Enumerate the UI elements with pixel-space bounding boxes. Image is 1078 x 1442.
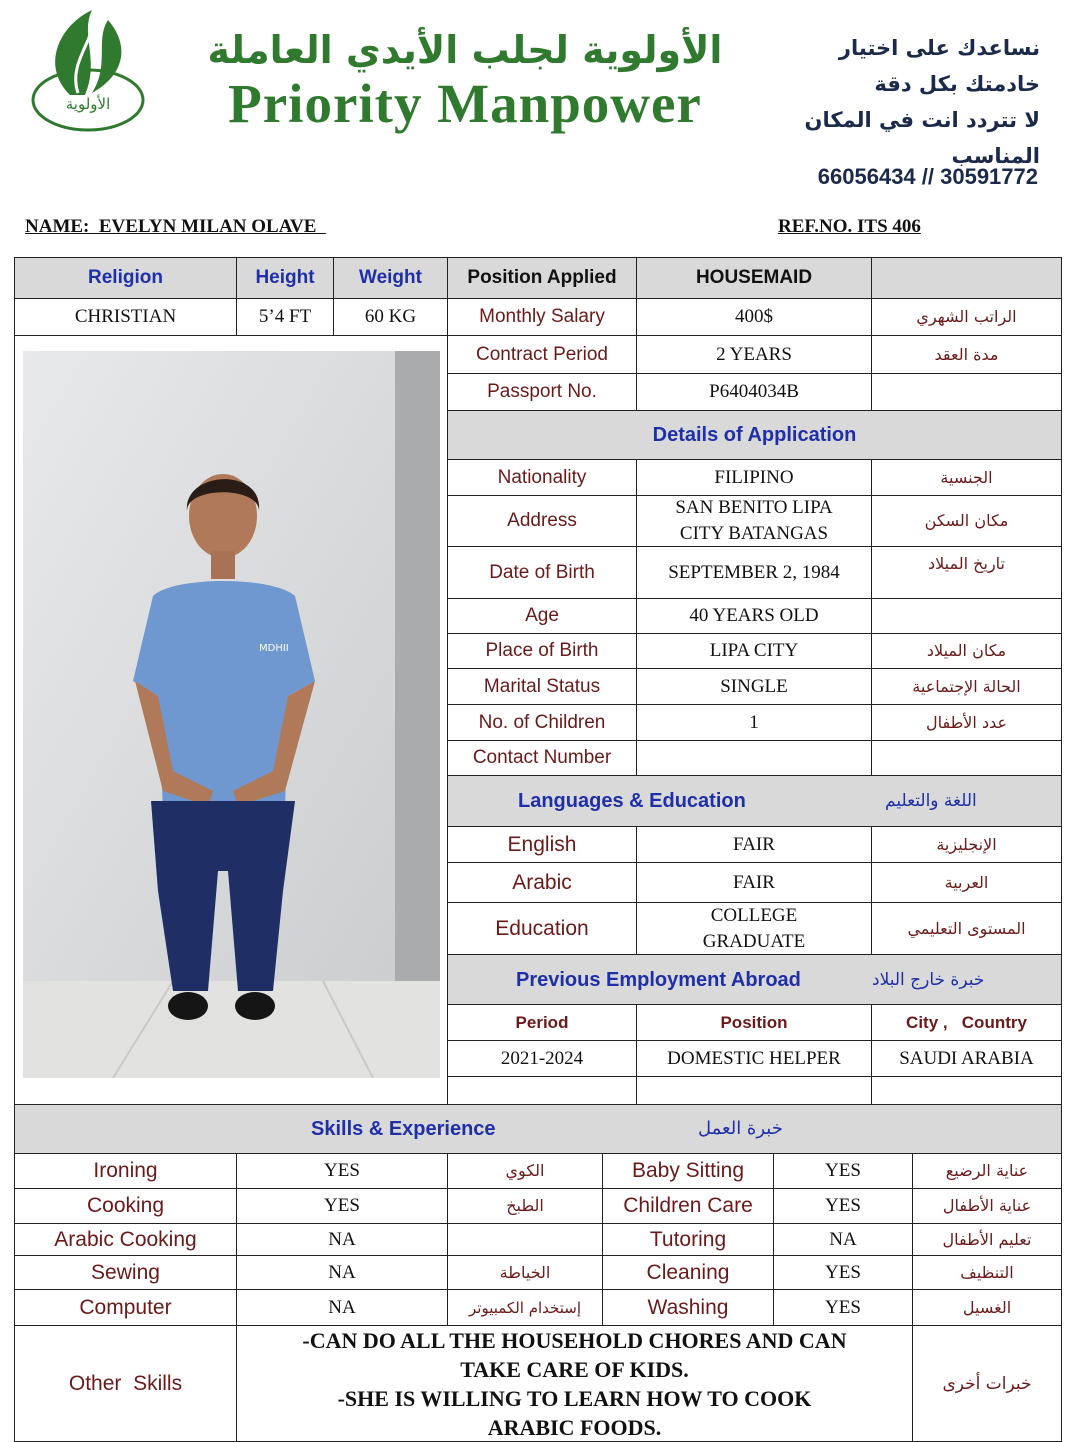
position-applied-header: Position Applied [447,257,637,299]
skill-ironing-value: YES [236,1153,448,1189]
arabic-value: FAIR [636,862,872,903]
skill-cleaning-arabic: التنظيف [912,1255,1062,1290]
skill-tutoring-value: NA [773,1223,913,1256]
position-header: Position [636,1004,872,1041]
candidate-photo [23,351,440,1078]
education-arabic: المستوى التعليمي [871,902,1062,955]
contact-number-value [636,740,872,776]
skill-cooking-value: YES [236,1188,448,1224]
other-skills-arabic: خبرات أخرى [912,1325,1062,1442]
age-value: 40 YEARS OLD [636,598,872,634]
languages-title: Languages & Education [518,790,746,812]
skill-cooking-arabic: الطبخ [447,1188,603,1224]
education-value: COLLEGE GRADUATE [636,902,872,955]
skill-children-care-label: Children Care [602,1188,774,1224]
nationality-arabic: الجنسية [871,459,1062,496]
marital-status-value: SINGLE [636,668,872,705]
arabic-label: Arabic [447,862,637,903]
dob-value: SEPTEMBER 2, 1984 [636,546,872,599]
address-arabic: مكان السكن [871,495,1062,547]
employment-title: Previous Employment Abroad [516,968,801,991]
skills-title: Skills & Experience [311,1118,496,1140]
tagline [770,30,1040,174]
passport-label: Passport No. [447,373,637,411]
monthly-salary-arabic: الراتب الشهري [871,298,1062,336]
employment-title-arabic: خبرة خارج البلاد [872,969,985,990]
nationality-value: FILIPINO [636,459,872,496]
details-section-header [447,410,1062,460]
skill-children-care-value: YES [773,1188,913,1224]
contact-number-arabic [871,740,1062,776]
children-label: No. of Children [447,704,637,741]
other-skills-line-3: -SHE IS WILLING TO LEARN HOW TO COOK [337,1385,812,1411]
skill-tutoring-label: Tutoring [602,1223,774,1256]
skill-washing-arabic: الغسيل [912,1289,1062,1326]
dob-arabic: تاريخ الميلاد [871,546,1062,599]
tagline-line-2: لا تتردد انت في المكان المناسب [804,108,1040,168]
children-arabic: عدد الأطفال [871,704,1062,741]
reference-number: REF.NO. ITS 406 [778,216,921,237]
height-value: 5’4 FT [236,298,334,336]
svg-text:MDHII: MDHII [259,643,289,654]
logo-leaf-icon [30,5,148,135]
employment-section-header [447,954,1062,1005]
dob-label: Date of Birth [447,546,637,599]
employment-position-1: DOMESTIC HELPER [636,1040,872,1077]
address-value: SAN BENITO LIPA CITY BATANGAS [636,495,872,547]
monthly-salary-value: 400$ [636,298,872,336]
employment-period-1: 2021-2024 [447,1040,637,1077]
brand-english: Priority Manpower [228,73,702,134]
skill-washing-value: YES [773,1289,913,1326]
skill-children-care-arabic: عناية الأطفال [912,1188,1062,1224]
phone-numbers: 66056434 // 30591772 [817,164,1038,189]
skill-arabic-cooking-label: Arabic Cooking [14,1223,237,1256]
religion-header: Religion [14,257,237,299]
address-label: Address [447,495,637,547]
height-header: Height [236,257,334,299]
period-header: Period [447,1004,637,1041]
country-header: City , Country [871,1004,1062,1041]
place-of-birth-arabic: مكان الميلاد [871,633,1062,669]
other-skills-line-1: -CAN DO ALL THE HOUSEHOLD CHORES AND CAN [302,1327,847,1353]
skill-tutoring-arabic: تعليم الأطفال [912,1223,1062,1256]
skill-cooking-label: Cooking [14,1188,237,1224]
place-of-birth-label: Place of Birth [447,633,637,669]
skills-section-header [14,1104,1062,1154]
header-empty-cell [871,257,1062,299]
position-applied-value: HOUSEMAID [636,257,872,299]
skill-sewing-arabic: الخياطة [447,1255,603,1290]
other-skills-line-2: TAKE CARE OF KIDS. [460,1356,689,1382]
skill-baby-sitting-label: Baby Sitting [602,1153,774,1189]
tagline-line-1: نساعدك على اختيار خادمتك بكل دقة [838,36,1040,96]
other-skills-line-4: ARABIC FOODS. [487,1414,662,1440]
contract-period-label: Contract Period [447,335,637,374]
skill-ironing-arabic: الكوي [447,1153,603,1189]
skill-cleaning-label: Cleaning [602,1255,774,1290]
education-label: Education [447,902,637,955]
nationality-label: Nationality [447,459,637,496]
skill-arabic-cooking-arabic [447,1223,603,1256]
employment-country-2 [871,1076,1062,1105]
children-value: 1 [636,704,872,741]
marital-status-label: Marital Status [447,668,637,705]
skill-baby-sitting-value: YES [773,1153,913,1189]
languages-section-header [447,775,1062,827]
english-label: English [447,826,637,863]
age-arabic [871,598,1062,634]
age-label: Age [447,598,637,634]
weight-header: Weight [333,257,448,299]
other-skills-label: Other Skills [14,1325,237,1442]
english-arabic: الإنجليزية [871,826,1062,863]
marital-status-arabic: الحالة الإجتماعية [871,668,1062,705]
skill-baby-sitting-arabic: عناية الرضيع [912,1153,1062,1189]
monthly-salary-label: Monthly Salary [447,298,637,336]
passport-value: P6404034B [636,373,872,411]
skill-sewing-value: NA [236,1255,448,1290]
other-skills-text [236,1325,913,1442]
contract-period-value: 2 YEARS [636,335,872,374]
skill-computer-label: Computer [14,1289,237,1326]
skill-ironing-label: Ironing [14,1153,237,1189]
religion-value: CHRISTIAN [14,298,237,336]
skills-title-arabic: خبرة العمل [698,1118,783,1139]
passport-arabic [871,373,1062,411]
employment-position-2 [636,1076,872,1105]
english-value: FAIR [636,826,872,863]
skill-sewing-label: Sewing [14,1255,237,1290]
skill-washing-label: Washing [602,1289,774,1326]
skill-arabic-cooking-value: NA [236,1223,448,1256]
contract-period-arabic: مدة العقد [871,335,1062,374]
contact-number-label: Contact Number [447,740,637,776]
place-of-birth-value: LIPA CITY [636,633,872,669]
skill-computer-arabic: إستخدام الكمبيوتر [447,1289,603,1326]
employment-country-1: SAUDI ARABIA [871,1040,1062,1077]
skill-computer-value: NA [236,1289,448,1326]
brand-arabic: الأولوية لجلب الأيدي العاملة [207,28,723,72]
person-photo-icon [23,351,440,1078]
employment-period-2 [447,1076,637,1105]
details-title: Details of Application [652,424,857,446]
arabic-arabic: العربية [871,862,1062,903]
languages-title-arabic: اللغة والتعليم [885,791,977,811]
skill-cleaning-value: YES [773,1255,913,1290]
weight-value: 60 KG [333,298,448,336]
candidate-name: NAME: EVELYN MILAN OLAVE [25,216,326,237]
company-logo [30,5,148,135]
svg-text:الأولوية: الأولوية [65,95,111,113]
